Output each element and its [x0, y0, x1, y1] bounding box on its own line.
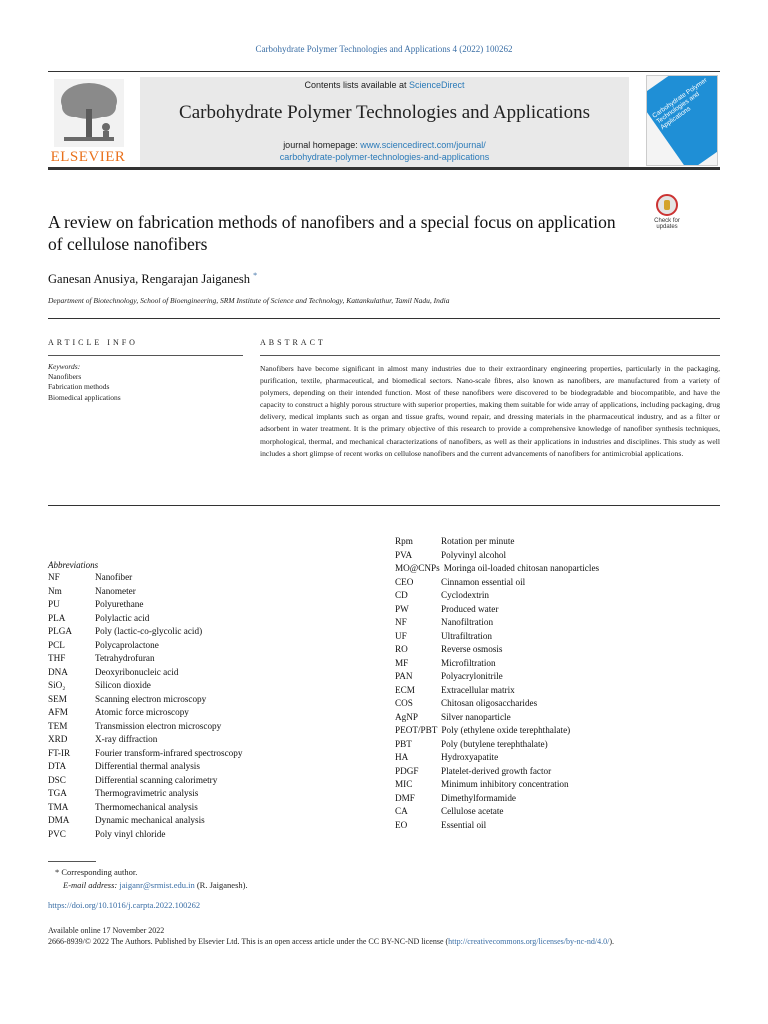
abbreviation-row: [395, 616, 720, 630]
license-statement: [48, 936, 720, 948]
abbreviation-term: CEO: [395, 576, 414, 587]
abbreviation-term: PDGF: [395, 765, 419, 776]
check-updates-label: Check for updates: [654, 218, 680, 230]
email-label: E-mail address:: [63, 880, 120, 890]
keyword: Nanofibers: [48, 372, 82, 382]
abbreviation-definition: Hydroxyapatite: [441, 752, 499, 762]
abbreviation-term: EO: [395, 819, 408, 830]
abbreviation-definition: Dimethylformamide: [441, 792, 517, 803]
footnote: [55, 866, 248, 892]
abbreviation-definition: Differential scanning calorimetry: [95, 774, 218, 785]
license-text: 2666-8939/© 2022 The Authors. Published by Elsevier Ltd. This is an open access article under the CC BY-NC-ND license (: [48, 937, 449, 946]
homepage-link-1[interactable]: www.sciencedirect.com/journal/: [360, 140, 486, 150]
abbreviation-term: THF: [48, 653, 66, 663]
abbreviation-row: [395, 697, 720, 711]
abbreviation-definition: Polyacrylonitrile: [441, 671, 503, 681]
check-for-updates-button[interactable]: [646, 194, 688, 230]
abbreviation-definition: Essential oil: [441, 819, 487, 830]
abbreviation-row: [48, 612, 368, 626]
abbreviation-row: [395, 792, 720, 806]
abbreviation-term: PVC: [48, 828, 66, 839]
abbreviation-definition: Tetrahydrofuran: [95, 653, 155, 663]
abbreviation-definition: Dynamic mechanical analysis: [95, 815, 205, 825]
keyword: Fabrication methods: [48, 382, 110, 392]
abbreviation-row: [48, 760, 368, 774]
abbreviation-row: [48, 571, 368, 585]
email-line: [55, 879, 248, 892]
homepage-prefix: journal homepage:: [283, 140, 361, 150]
abbreviation-definition: Silicon dioxide: [95, 680, 151, 690]
abbreviation-term: PLGA: [48, 626, 72, 636]
abbreviation-term: FT-IR: [48, 747, 71, 758]
abbreviation-definition: Nanometer: [95, 585, 136, 596]
abbreviation-row: [395, 711, 720, 725]
abbreviation-row: [48, 585, 368, 599]
abbreviation-term: CA: [395, 806, 408, 816]
journal-homepage: [140, 139, 629, 163]
abbreviation-row: [395, 589, 720, 603]
abbreviation-definition: Platelet-derived growth factor: [441, 765, 552, 776]
abbreviation-definition: Cellulose acetate: [441, 806, 504, 816]
abbreviation-row: [395, 670, 720, 684]
abbreviation-term: COS: [395, 698, 413, 708]
abbreviation-term: DTA: [48, 761, 67, 771]
divider: [48, 505, 720, 506]
abbreviation-row: [48, 814, 368, 828]
abbreviation-row: [395, 765, 720, 779]
abbreviations-heading: Abbreviations: [48, 560, 99, 570]
contents-line: [140, 80, 629, 90]
abbreviation-definition: Polylactic acid: [95, 612, 150, 623]
abbreviations-right-column: [395, 535, 720, 832]
abbreviation-row: [395, 724, 720, 738]
abbreviations-left-column: [48, 559, 368, 841]
abbreviation-term: NF: [48, 572, 60, 582]
journal-cover-thumbnail[interactable]: [646, 75, 718, 166]
abbreviation-term: MF: [395, 657, 409, 668]
abbreviation-term: CD: [395, 590, 408, 600]
abbreviation-term: PLA: [48, 612, 66, 623]
abbreviation-definition: Minimum inhibitory concentration: [441, 779, 569, 789]
abbreviation-row: [48, 747, 368, 761]
abbreviation-term: PEOT/PBT: [395, 725, 438, 735]
abbreviation-definition: Poly (lactic-co-glycolic acid): [95, 626, 203, 636]
abbreviation-term: PAN: [395, 671, 413, 681]
license-link[interactable]: http://creativecommons.org/licenses/by-nc-nd/4.0/: [448, 937, 610, 946]
abbreviation-definition: Reverse osmosis: [441, 644, 503, 654]
abbreviation-row: [395, 535, 720, 549]
abstract-heading: ABSTRACT: [260, 338, 326, 347]
abbreviation-term: HA: [395, 752, 409, 762]
abbreviation-row: [48, 787, 368, 801]
abbreviation-row: [395, 738, 720, 752]
abbreviation-definition: Rotation per minute: [441, 536, 515, 546]
abbreviation-definition: Differential thermal analysis: [95, 761, 200, 771]
abbreviation-definition: Polyurethane: [95, 599, 144, 609]
running-head[interactable]: Carbohydrate Polymer Technologies and Applications 4 (2022) 100262: [255, 44, 513, 54]
abbreviation-row: [395, 819, 720, 833]
abbreviation-row: [48, 720, 368, 734]
corresponding-author-note: * Corresponding author.: [55, 867, 138, 877]
divider: [260, 355, 720, 356]
abbreviation-term: AgNP: [395, 711, 418, 722]
abbreviation-definition: Ultrafiltration: [441, 630, 493, 641]
contents-prefix: Contents lists available at: [304, 80, 410, 90]
abbreviation-row: [48, 706, 368, 720]
abbreviation-term: TMA: [48, 801, 69, 812]
abbreviation-definition: Thermomechanical analysis: [95, 801, 198, 812]
abbreviation-term: PVA: [395, 549, 413, 560]
abbreviation-row: [395, 805, 720, 819]
abbreviation-definition: Produced water: [441, 603, 499, 614]
abbreviation-row: [395, 549, 720, 563]
abbreviation-row: [48, 625, 368, 639]
abbreviation-row: [395, 643, 720, 657]
abbreviation-row: [48, 666, 368, 680]
elsevier-wordmark: ELSEVIER: [50, 149, 126, 165]
abbreviation-definition: X-ray diffraction: [95, 734, 158, 744]
abbreviation-definition: Atomic force microscopy: [95, 707, 189, 717]
abbreviation-term: NF: [395, 617, 407, 627]
abbreviation-term: DNA: [48, 666, 68, 677]
abbreviation-term: ECM: [395, 684, 415, 695]
abbreviation-definition: Nanofiber: [95, 572, 133, 582]
abbreviation-row: [395, 562, 720, 576]
abbreviation-term: TGA: [48, 788, 67, 798]
abbreviation-row: [395, 576, 720, 590]
journal-title-panel: [140, 77, 629, 168]
abbreviation-definition: Extracellular matrix: [441, 684, 515, 695]
keywords-block: [48, 362, 243, 403]
available-online-date: Available online 17 November 2022: [48, 926, 165, 935]
abbreviation-definition: Silver nanoparticle: [441, 711, 511, 722]
keywords-label: Keywords:: [48, 362, 81, 371]
abbreviation-definition: Chitosan oligosaccharides: [441, 698, 538, 708]
abbreviation-term: MIC: [395, 779, 413, 789]
journal-masthead: [48, 71, 720, 168]
abbreviation-term: RO: [395, 644, 408, 654]
divider: [48, 355, 243, 356]
abbreviation-term: DMF: [395, 792, 415, 803]
sciencedirect-link[interactable]: ScienceDirect: [409, 80, 465, 90]
abbreviation-definition: Poly (butylene terephthalate): [441, 738, 548, 749]
abbreviation-row: [48, 679, 368, 693]
abbreviation-row: [48, 774, 368, 788]
authors: [48, 271, 257, 287]
license-close: ).: [609, 937, 614, 946]
abbreviation-term: Rpm: [395, 536, 413, 546]
abbreviation-row: [395, 657, 720, 671]
abbreviation-definition: Polyvinyl alcohol: [441, 549, 507, 560]
abbreviation-term: SEM: [48, 693, 67, 704]
abbreviation-definition: Scanning electron microscopy: [95, 693, 207, 704]
homepage-link-2[interactable]: carbohydrate-polymer-technologies-and-applications: [279, 152, 490, 162]
masthead-bottom-rule: [48, 167, 720, 170]
abbreviation-term: UF: [395, 630, 407, 641]
elsevier-logo[interactable]: [48, 77, 128, 165]
abbreviation-definition: Cyclodextrin: [441, 590, 489, 600]
cover-title: Carbohydrate Polymer Technologies and Applications: [651, 76, 709, 132]
abbreviation-term: MO@CNPs: [395, 563, 440, 573]
abbreviation-term: PBT: [395, 738, 412, 749]
abbreviation-row: [48, 801, 368, 815]
affiliation: Department of Biotechnology, School of Bioengineering, SRM Institute of Science and Technology, Kattankulathur, Tamil Nadu, India: [48, 296, 450, 305]
abbreviation-definition: Poly vinyl chloride: [95, 828, 166, 839]
abbreviation-row: [48, 733, 368, 747]
article-info-heading: ARTICLE INFO: [48, 338, 138, 347]
email-suffix: (R. Jaiganesh).: [194, 880, 248, 890]
abbreviation-term: Nm: [48, 585, 62, 596]
abbreviation-definition: Moringa oil-loaded chitosan nanoparticles: [443, 563, 600, 573]
abbreviation-row: [48, 693, 368, 707]
abbreviation-term: PCL: [48, 639, 65, 650]
abbreviation-row: [395, 751, 720, 765]
author-names: Ganesan Anusiya, Rengarajan Jaiganesh: [48, 272, 251, 287]
keyword: Biomedical applications: [48, 392, 121, 402]
abbreviation-term: XRD: [48, 734, 68, 744]
abbreviation-row: [395, 684, 720, 698]
corresponding-author-mark[interactable]: *: [253, 271, 258, 280]
abbreviation-row: [48, 598, 368, 612]
abbreviation-term: DSC: [48, 774, 66, 785]
abbreviation-row: [48, 652, 368, 666]
abbreviation-term: TEM: [48, 720, 68, 731]
article-title: A review on fabrication methods of nanofibers and a special focus on application of cellulose nanofibers: [48, 212, 616, 254]
elsevier-tree-icon: [54, 79, 124, 147]
abbreviation-definition: Fourier transform-infrared spectroscopy: [95, 747, 243, 758]
check-for-updates-icon: [656, 194, 678, 216]
journal-title[interactable]: Carbohydrate Polymer Technologies and Applications: [179, 102, 590, 123]
doi-link[interactable]: https://doi.org/10.1016/j.carpta.2022.100262: [48, 900, 201, 910]
abbreviation-term: SiO₂: [48, 680, 66, 690]
abbreviation-definition: Thermogravimetric analysis: [95, 788, 199, 798]
abbreviation-definition: Transmission electron microscopy: [95, 720, 222, 731]
abbreviation-definition: Nanofiltration: [441, 617, 494, 627]
abbreviation-term: PW: [395, 603, 409, 614]
abbreviation-row: [48, 828, 368, 842]
abbreviation-definition: Cinnamon essential oil: [441, 576, 526, 587]
masthead-top-rule: [48, 71, 720, 72]
abbreviation-definition: Polycaprolactone: [95, 639, 159, 650]
abbreviation-term: AFM: [48, 707, 68, 717]
abstract-text: Nanofibers have become significant in almost many industries due to their extraordinary engineering properties, particularly in the packaging, purification, textile, pharmaceutical, and biomedical sectors. Nano-scale fibres, also known as nanofibers, are manufactured from a variety of polymers, depending on their intended function. Most of these nanofibers were discovered to be biodegradable and biocompatible, and have the capacity to construct a highly porous structure with superior properties, making them suitable for wide array of applications, including packaging, drug delivery, medical implants such as organ and tissue grafts, wound repair, and dressing materials in the pharmaceutical industry, and as a filter or adsorbent in water treatment. It is the primary objective of this research to provide a comprehensive knowledge of nanofiber synthesis techniques, morphological, thermal, and mechanical characterizations of nanofibers, as well as their applications in industries and disciplines. This study as well includes a short glimpse of recent works on cellulose nanofibers and the current advancements of nanofibers for antimicrobial applications.: [260, 364, 720, 458]
abbreviation-row: [395, 603, 720, 617]
email-link[interactable]: jaiganr@srmist.edu.in: [119, 880, 195, 890]
abbreviation-definition: Deoxyribonucleic acid: [95, 666, 179, 677]
abbreviation-row: [395, 630, 720, 644]
abbreviation-term: PU: [48, 599, 60, 609]
abbreviation-row: [48, 639, 368, 653]
divider: [48, 318, 720, 319]
abbreviation-definition: Poly (ethylene oxide terephthalate): [441, 725, 571, 735]
abbreviation-row: [395, 778, 720, 792]
footnote-rule: [48, 861, 96, 862]
abbreviation-definition: Microfiltration: [441, 657, 496, 668]
abbreviation-term: DMA: [48, 815, 70, 825]
